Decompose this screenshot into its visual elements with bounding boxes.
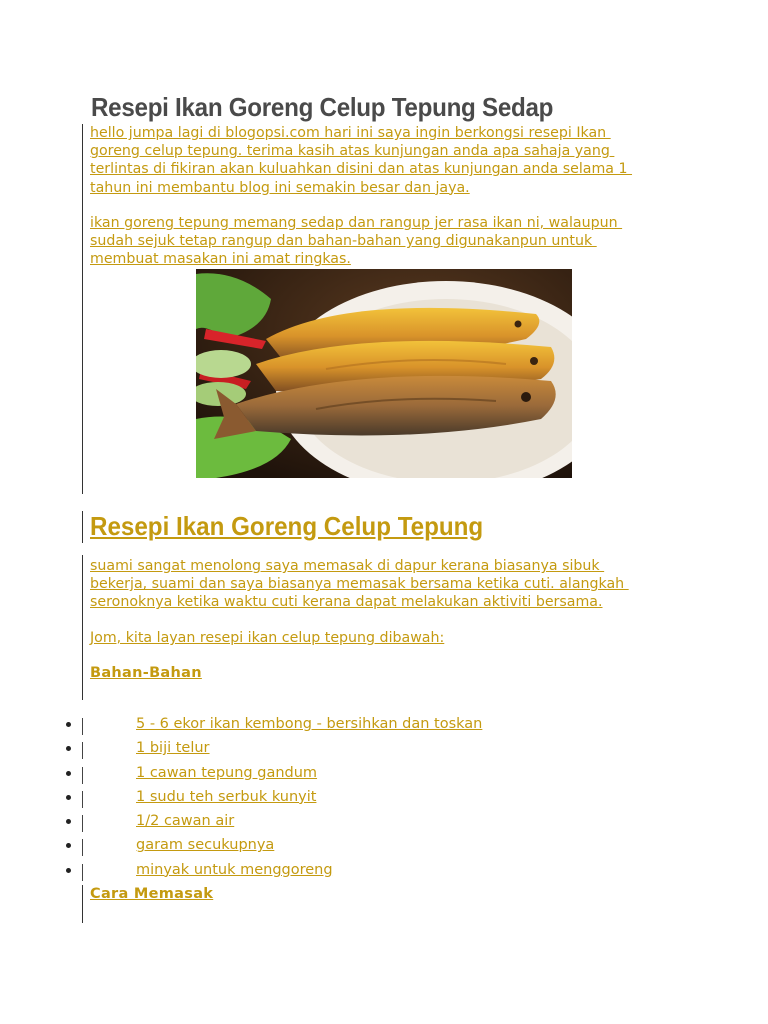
bullet-icon [66,795,71,800]
method-heading[interactable]: Cara Memasak [90,886,214,902]
page-title: Resepi Ikan Goreng Celup Tepung Sedap [91,92,554,122]
ingredient-link[interactable]: 1 biji telur [136,740,210,757]
fried-fish-photo [196,269,572,478]
section-bar-heading [82,511,83,543]
ingredient-link[interactable]: 1 sudu teh serbuk kunyit [136,788,317,805]
section-paragraph-2[interactable]: Jom, kita layan resepi ikan celup tepung dibawah: [90,630,445,646]
ingredients-heading[interactable]: Bahan-Bahan [90,665,202,681]
list-divider [82,815,83,832]
bullet-icon [66,722,71,727]
bullet-icon [66,819,71,824]
bullet-icon [66,868,71,873]
list-divider [82,791,83,808]
list-divider [82,864,83,881]
quote-bar [82,124,83,494]
list-divider [82,767,83,784]
intro-paragraph-1[interactable]: hello jumpa lagi di blogopsi.com hari ini saya ingin berkongsi resepi Ikan goreng celup tepung. terima kasih atas kunjungan anda apa sahaja yang terlintas di fikiran akan kuluahkan disini dan atas kunjungan anda selama 1 tahun ini membantu blog ini semakin besar dan jaya. [90,125,628,196]
list-divider [82,718,83,735]
section-paragraph-1[interactable]: suami sangat menolong saya memasak di dapur kerana biasanya sibuk bekerja, suami dan saya biasanya memasak bersama ketika cuti. alangkah seronoknya ketika waktu cuti kerana dapat melakukan aktiviti bersama. [90,558,625,611]
ingredient-link[interactable]: 1 cawan tepung gandum [136,764,318,781]
intro-paragraph-2[interactable]: ikan goreng tepung memang sedap dan rangup jer rasa ikan ni, walaupun sudah sejuk tetap rangup dan bahan-bahan yang digunakanpun untuk membuat masakan ini amat ringkas. [90,215,618,268]
list-divider [82,839,83,856]
fish-illustration [196,269,572,478]
bullet-icon [66,843,71,848]
ingredient-link[interactable]: minyak untuk menggoreng [136,861,333,878]
section-bar-body [82,555,83,700]
bullet-icon [66,771,71,776]
list-divider [82,742,83,759]
ingredient-link[interactable]: garam secukupnya [136,837,275,854]
method-bar [82,885,83,923]
ingredient-link[interactable]: 5 - 6 ekor ikan kembong - bersihkan dan toskan [136,716,483,732]
section-heading[interactable]: Resepi Ikan Goreng Celup Tepung [90,511,484,541]
bullet-icon [66,746,71,751]
ingredient-link[interactable]: 1/2 cawan air [136,813,235,830]
